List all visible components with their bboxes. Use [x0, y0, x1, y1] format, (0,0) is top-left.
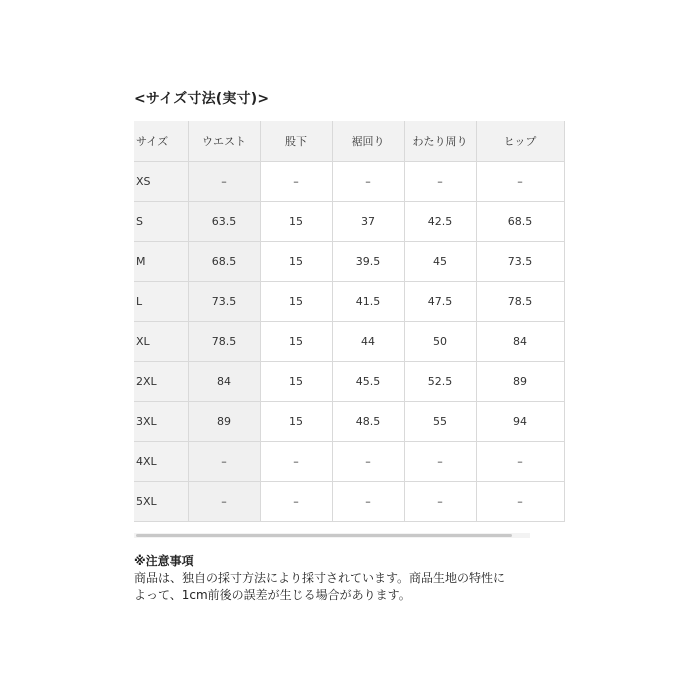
- table-cell: –: [404, 161, 476, 201]
- table-cell: 37: [332, 201, 404, 241]
- table-cell: 47.5: [404, 281, 476, 321]
- table-row: [134, 161, 564, 201]
- table-cell: 39.5: [332, 241, 404, 281]
- row-size-label: 2XL: [134, 361, 188, 401]
- table-cell: 84: [188, 361, 260, 401]
- table-cell: 15: [260, 361, 332, 401]
- page-title: <サイズ寸法(実寸)>: [134, 91, 270, 107]
- table-cell: 94: [476, 401, 564, 441]
- table-cell: –: [404, 441, 476, 481]
- table-cell: 73.5: [188, 281, 260, 321]
- size-table: [134, 121, 565, 522]
- row-size-label: XL: [134, 321, 188, 361]
- table-cell: 48.5: [332, 401, 404, 441]
- row-size-label: XS: [134, 161, 188, 201]
- table-cell: 45: [404, 241, 476, 281]
- table-cell: 15: [260, 241, 332, 281]
- table-cell: 68.5: [188, 241, 260, 281]
- notes-line-1: 商品は、独自の採寸方法により採寸されています。商品生地の特性に: [134, 571, 506, 585]
- table-cell: 15: [260, 201, 332, 241]
- row-size-label: 5XL: [134, 481, 188, 521]
- header-hip: ヒップ: [476, 121, 564, 161]
- table-cell: 78.5: [476, 281, 564, 321]
- table-row: [134, 401, 564, 441]
- notes-line-2: よって、1cm前後の誤差が生じる場合があります。: [134, 588, 411, 602]
- table-cell: 42.5: [404, 201, 476, 241]
- table-cell: –: [332, 441, 404, 481]
- row-size-label: S: [134, 201, 188, 241]
- table-cell: 15: [260, 281, 332, 321]
- table-cell: –: [188, 161, 260, 201]
- table-row: [134, 361, 564, 401]
- table-row: [134, 281, 564, 321]
- table-cell: 52.5: [404, 361, 476, 401]
- table-cell: 84: [476, 321, 564, 361]
- table-row: [134, 321, 564, 361]
- scrollbar-thumb[interactable]: [136, 534, 512, 537]
- table-cell: 45.5: [332, 361, 404, 401]
- header-inseam: 股下: [260, 121, 332, 161]
- table-cell: 63.5: [188, 201, 260, 241]
- table-row: [134, 241, 564, 281]
- table-header-row: [134, 121, 564, 161]
- size-table-container[interactable]: [134, 121, 537, 538]
- table-cell: 15: [260, 321, 332, 361]
- table-cell: –: [188, 441, 260, 481]
- row-size-label: 4XL: [134, 441, 188, 481]
- table-cell: 89: [188, 401, 260, 441]
- table-cell: 15: [260, 401, 332, 441]
- table-cell: –: [476, 441, 564, 481]
- table-row: [134, 441, 564, 481]
- table-cell: –: [188, 481, 260, 521]
- table-cell: 73.5: [476, 241, 564, 281]
- table-cell: –: [260, 481, 332, 521]
- row-size-label: L: [134, 281, 188, 321]
- table-cell: 78.5: [188, 321, 260, 361]
- row-size-label: M: [134, 241, 188, 281]
- table-cell: 55: [404, 401, 476, 441]
- notes-section: [134, 553, 534, 604]
- table-row: [134, 481, 564, 521]
- header-waist: ウエスト: [188, 121, 260, 161]
- table-cell: –: [476, 161, 564, 201]
- table-cell: –: [332, 481, 404, 521]
- header-thigh: わたり周り: [404, 121, 476, 161]
- table-cell: –: [260, 441, 332, 481]
- table-row: [134, 201, 564, 241]
- table-cell: 68.5: [476, 201, 564, 241]
- header-size: サイズ: [134, 121, 188, 161]
- table-cell: 50: [404, 321, 476, 361]
- table-cell: –: [476, 481, 564, 521]
- row-size-label: 3XL: [134, 401, 188, 441]
- header-hem: 裾回り: [332, 121, 404, 161]
- notes-heading: ※注意事項: [134, 554, 194, 568]
- horizontal-scrollbar[interactable]: [134, 533, 530, 538]
- table-cell: –: [404, 481, 476, 521]
- table-cell: 89: [476, 361, 564, 401]
- table-cell: 41.5: [332, 281, 404, 321]
- table-cell: –: [332, 161, 404, 201]
- table-cell: 44: [332, 321, 404, 361]
- table-cell: –: [260, 161, 332, 201]
